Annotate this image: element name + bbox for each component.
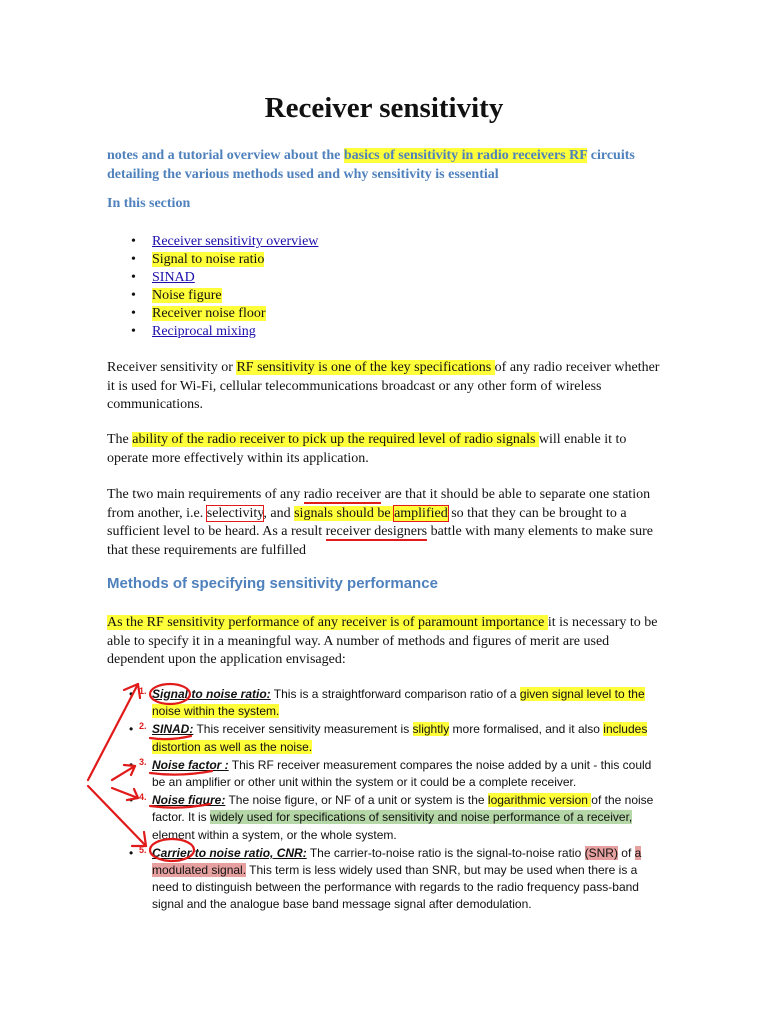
section-label: In this section [107, 196, 191, 211]
text-run: element within a system, or the whole system. [152, 827, 397, 842]
text-run: This receiver sensitivity measurement is [193, 722, 413, 737]
toc-item [107, 323, 318, 341]
toc-link-snr[interactable]: Signal to noise ratio [152, 252, 265, 267]
green-highlight-run: widely used for specifications of sensitivity and noise performance of a receiver, [210, 810, 633, 825]
text-run: will enable it to operate more effectively within its application. [107, 432, 627, 466]
highlight-run: As the RF sensitivity performance of any receiver is of paramount importance [107, 615, 548, 630]
text-run: The [107, 432, 133, 447]
text-run: Receiver sensitivity or [107, 360, 237, 375]
text-run: The carrier-to-noise ratio is the signal-to-noise ratio [306, 845, 585, 860]
paragraph-sensitivity-intro [107, 359, 667, 415]
bullet-icon: • [129, 757, 134, 772]
method-item-snr [107, 686, 667, 720]
annotation-number: 5. [139, 844, 147, 855]
highlight-run: logarithmic version [487, 793, 592, 808]
section-heading-methods: Methods of specifying sensitivity performance [107, 575, 438, 592]
text-run: This RF receiver measurement compares the noise added by a unit - this could be an amplifier or other unit within the system or it could be a complete receiver. [152, 757, 652, 790]
bullet-icon: • [129, 845, 134, 860]
text-run: The two main requirements of any [107, 487, 304, 502]
paragraph-requirements [107, 486, 667, 560]
intro-summary [107, 146, 667, 184]
section-toc [107, 233, 318, 341]
method-item-noise-factor [107, 757, 667, 791]
intro-highlight: basics of sensitivity in radio receivers RF [343, 148, 588, 163]
annotation-number: 1. [139, 686, 147, 696]
toc-link-noise-figure[interactable]: Noise figure [152, 288, 222, 303]
annotation-number: 2. [139, 721, 147, 732]
text-run: This is a straightforward comparison ratio of a [270, 687, 520, 701]
underlined-run: radio receiver [303, 487, 382, 502]
text-run: it is necessary to be able to specify it in a meaningful way. A number of methods and figures of merit are used dependent upon the application envisaged: [107, 615, 658, 667]
toc-link-noise-floor[interactable]: Receiver noise floor [152, 306, 266, 321]
highlight-run: given signal level to the noise within the system. [152, 687, 645, 719]
intro-prefix: notes and a tutorial overview about the [107, 148, 344, 163]
text-run: This term is less widely used than SNR, but may be used when there is a need to distinguish between the performance with regards to the radio frequency pass-band signal and the analogue base band message signal after demodulation. [152, 863, 639, 912]
text-run: The noise figure, or NF of a unit or system is the [225, 793, 488, 808]
text-run: , and [263, 505, 295, 521]
text-run: battle with many elements to make sure that these requirements are fulfilled [107, 524, 653, 558]
highlight-run: RF sensitivity is one of the key specifications [236, 360, 495, 375]
method-item-sinad [107, 721, 667, 755]
toc-item [107, 233, 318, 251]
highlight-run: signals should be [294, 505, 395, 521]
toc-link-reciprocal-mixing[interactable]: Reciprocal mixing [152, 324, 256, 339]
highlight-run: includes distortion as well as the noise. [152, 722, 648, 754]
bullet-icon: • [129, 793, 134, 808]
text-run: more formalised, and it also [449, 722, 604, 737]
highlight-run: slightly [412, 722, 450, 737]
text-run: of any radio receiver whether it is used for Wi-Fi, cellular telecommunications broadcast or any other form of wireless communications. [107, 360, 660, 412]
text-run: of [617, 845, 635, 860]
method-term: Noise factor : [152, 757, 229, 772]
method-term: Carrier to noise ratio, CNR: [152, 845, 307, 860]
page-title: Receiver sensitivity [264, 92, 504, 124]
underlined-run: receiver designers [325, 524, 428, 539]
boxed-term-selectivity: selectivity [206, 505, 264, 521]
method-term: SINAD: [152, 722, 194, 737]
method-term: Signal to noise ratio: [152, 687, 271, 701]
red-highlight-run: (SNR) [584, 845, 618, 860]
boxed-term-amplified: amplified [394, 505, 448, 521]
toc-link-sinad[interactable]: SINAD [152, 270, 195, 285]
toc-item [107, 269, 318, 287]
red-highlight-run: a modulated signal. [152, 845, 642, 878]
toc-item [107, 287, 318, 305]
highlight-run: ability of the radio receiver to pick up the required level of radio signals [132, 432, 539, 447]
text-run: of the noise factor. It is [152, 793, 654, 825]
toc-link-overview[interactable]: Receiver sensitivity overview [152, 234, 319, 249]
annotation-number: 4. [139, 792, 147, 803]
methods-list [107, 686, 667, 915]
method-item-noise-figure [107, 792, 667, 844]
paragraph-ability [107, 431, 667, 468]
paragraph-paramount [107, 614, 667, 670]
bullet-icon: • [129, 687, 134, 701]
text-run: so that they can be brought to a sufficient level to be heard. As a result [107, 505, 627, 539]
toc-item [107, 305, 318, 323]
method-term: Noise figure: [152, 793, 226, 808]
method-item-cnr [107, 845, 667, 914]
intro-rest: circuits detailing the various methods used and why sensitivity is essential [107, 148, 635, 182]
text-run: are that it should be able to separate one station from another, i.e. [107, 487, 651, 521]
annotation-number: 3. [139, 756, 147, 767]
toc-item [107, 251, 318, 269]
bullet-icon: • [129, 722, 134, 737]
